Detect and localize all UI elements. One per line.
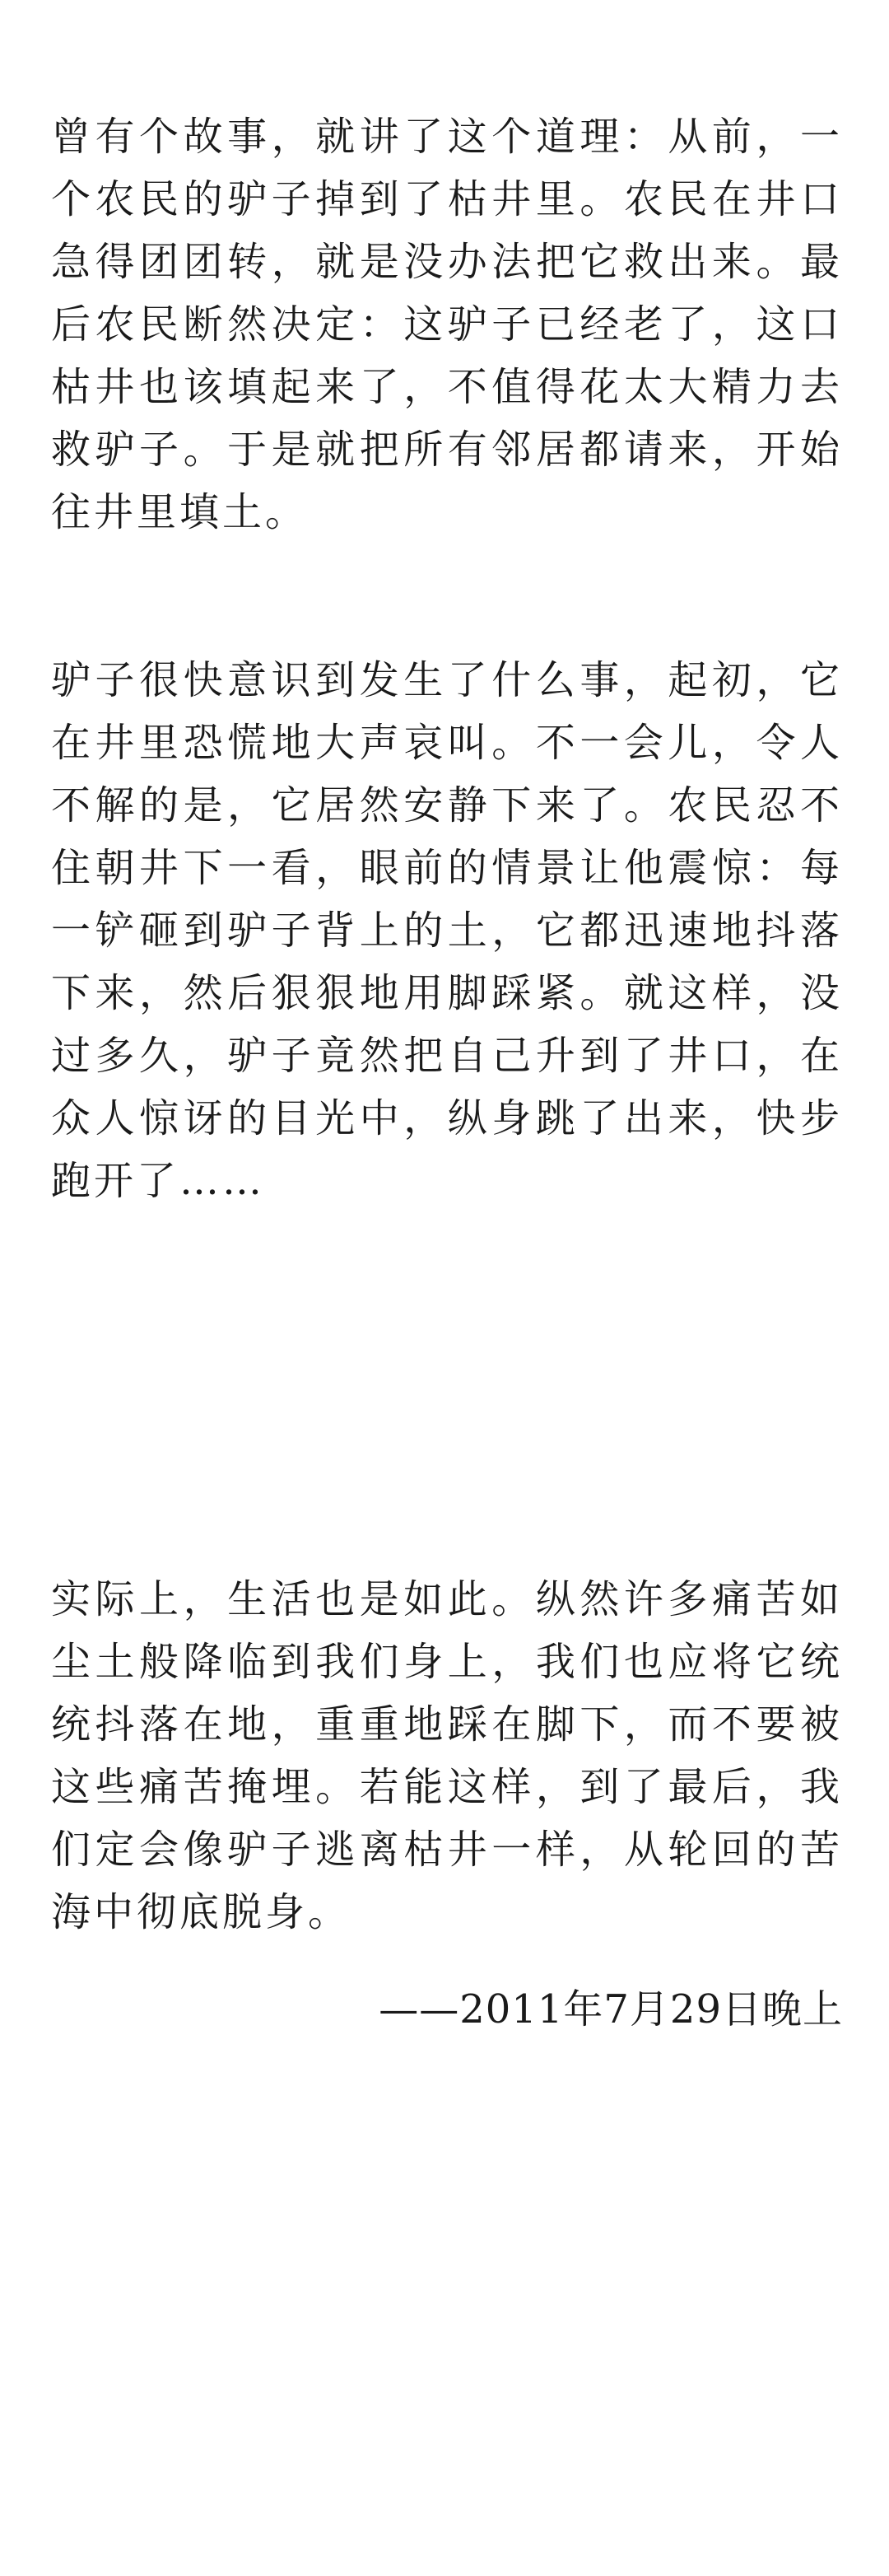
paragraph-1: 曾有个故事，就讲了这个道理：从前，一个农民的驴子掉到了枯井里。农民在井口急得团团转，就是没办法把它救出来。最后农民断然决定：这驴子已经老了，这口枯井也该填起来了，不值得花太大精力去救驴子。于是就把所有邻居都请来，开始往井里填土。 <box>51 114 843 535</box>
date-signature: ——2011年7月29日晚上 <box>379 1986 843 2032</box>
article-body <box>51 105 843 2041</box>
paragraph-2: 驴子很快意识到发生了什么事，起初，它在井里恐慌地大声哀叫。不一会儿，令人不解的是，它居然安静下来了。农民忍不住朝井下一看，眼前的情景让他震惊：每一铲砸到驴子背上的土，它都迅速地抖落下来，然后狠狠地用脚踩紧。就这样，没过多久，驴子竟然把自己升到了井口，在众人惊讶的目光中，纵身跳了出来，快步跑开了…… <box>51 657 843 1204</box>
paragraph-3: 实际上，生活也是如此。纵然许多痛苦如尘土般降临到我们身上，我们也应将它统统抖落在地，重重地踩在脚下，而不要被这些痛苦掩埋。若能这样，到了最后，我们定会像驴子逃离枯井一样，从轮回的苦海中彻底脱身。 <box>51 1576 843 1935</box>
